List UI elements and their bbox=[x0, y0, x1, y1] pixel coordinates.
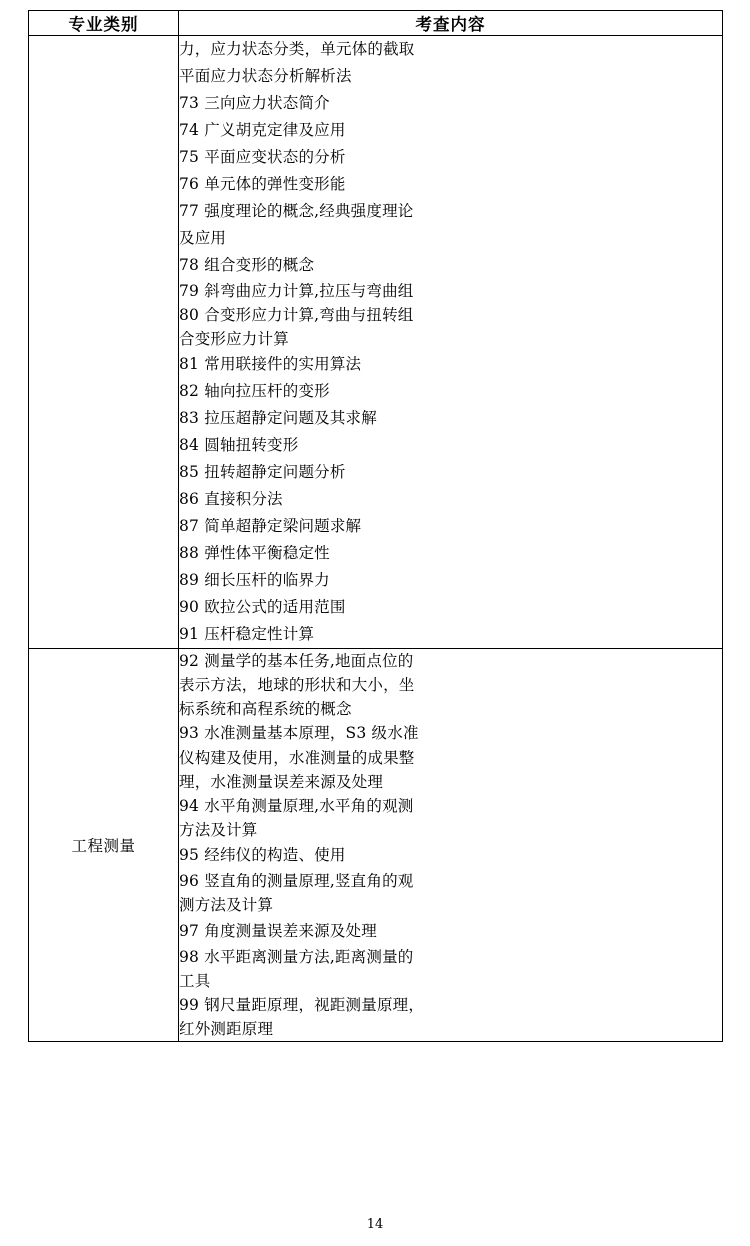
content-line: 93 水准测量基本原理，S3 级水准 bbox=[179, 724, 419, 743]
content-line: 83 拉压超静定问题及其求解 bbox=[179, 409, 377, 428]
content-line: 86 直接积分法 bbox=[179, 490, 283, 509]
category-cell bbox=[29, 36, 179, 649]
content-line: 75 平面应变状态的分析 bbox=[179, 147, 346, 166]
content-line: 及应用 bbox=[179, 228, 227, 247]
content-line: 合变形应力计算 bbox=[179, 330, 289, 349]
table-header-row bbox=[29, 11, 723, 36]
content-line: 92 测量学的基本任务,地面点位的 bbox=[179, 651, 414, 670]
table-row bbox=[29, 36, 723, 649]
content-line: 78 组合变形的概念 bbox=[179, 255, 315, 274]
content-line: 81 常用联接件的实用算法 bbox=[179, 355, 362, 374]
content-line: 74 广义胡克定律及应用 bbox=[179, 120, 346, 139]
content-line: 84 圆轴扭转变形 bbox=[179, 436, 299, 455]
table-header bbox=[29, 11, 723, 36]
column-header-category: 专业类别 bbox=[29, 11, 179, 36]
table-body bbox=[29, 36, 723, 1042]
exam-content-table bbox=[28, 10, 723, 1042]
content-line: 方法及计算 bbox=[179, 821, 258, 840]
content-line: 96 竖直角的测量原理,竖直角的观 bbox=[179, 872, 414, 891]
content-line: 80 合变形应力计算,弯曲与扭转组 bbox=[179, 305, 414, 324]
content-line: 平面应力状态分析解析法 bbox=[179, 66, 352, 85]
content-line: 89 细长压杆的临界力 bbox=[179, 570, 330, 589]
content-line: 76 单元体的弹性变形能 bbox=[179, 174, 346, 193]
content-line: 表示方法，地球的形状和大小，坐 bbox=[179, 676, 415, 695]
table-row bbox=[29, 648, 723, 1041]
content-line: 94 水平角测量原理,水平角的观测 bbox=[179, 796, 414, 815]
content-cell bbox=[179, 36, 723, 649]
content-line: 标系统和高程系统的概念 bbox=[179, 700, 352, 719]
content-line: 90 欧拉公式的适用范围 bbox=[179, 597, 346, 616]
content-line: 79 斜弯曲应力计算,拉压与弯曲组 bbox=[179, 281, 414, 300]
content-cell bbox=[179, 648, 723, 1041]
content-line: 98 水平距离测量方法,距离测量的 bbox=[179, 947, 414, 966]
content-line: 工具 bbox=[179, 971, 211, 990]
content-line: 73 三向应力状态简介 bbox=[179, 93, 330, 112]
column-header-content: 考查内容 bbox=[179, 11, 723, 36]
content-line: 82 轴向拉压杆的变形 bbox=[179, 382, 330, 401]
content-line: 仪构建及使用，水准测量的成果整 bbox=[179, 748, 415, 767]
content-line: 95 经纬仪的构造、使用 bbox=[179, 846, 346, 865]
content-line: 88 弹性体平衡稳定性 bbox=[179, 544, 330, 563]
content-line: 87 简单超静定梁问题求解 bbox=[179, 517, 362, 536]
page-number: 14 bbox=[366, 1217, 384, 1232]
content-line: 77 强度理论的概念,经典强度理论 bbox=[179, 201, 414, 220]
content-line: 97 角度测量误差来源及处理 bbox=[179, 921, 377, 940]
content-line: 测方法及计算 bbox=[179, 896, 274, 915]
content-line: 理，水准测量误差来源及处理 bbox=[179, 772, 384, 791]
content-line: 99 钢尺量距原理，视距测量原理， bbox=[179, 995, 425, 1014]
content-line: 红外测距原理 bbox=[179, 1020, 274, 1039]
content-line: 85 扭转超静定问题分析 bbox=[179, 463, 346, 482]
content-line: 91 压杆稳定性计算 bbox=[179, 624, 315, 643]
content-line: 力，应力状态分类，单元体的截取 bbox=[179, 40, 415, 58]
category-cell: 工程测量 bbox=[29, 648, 179, 1041]
